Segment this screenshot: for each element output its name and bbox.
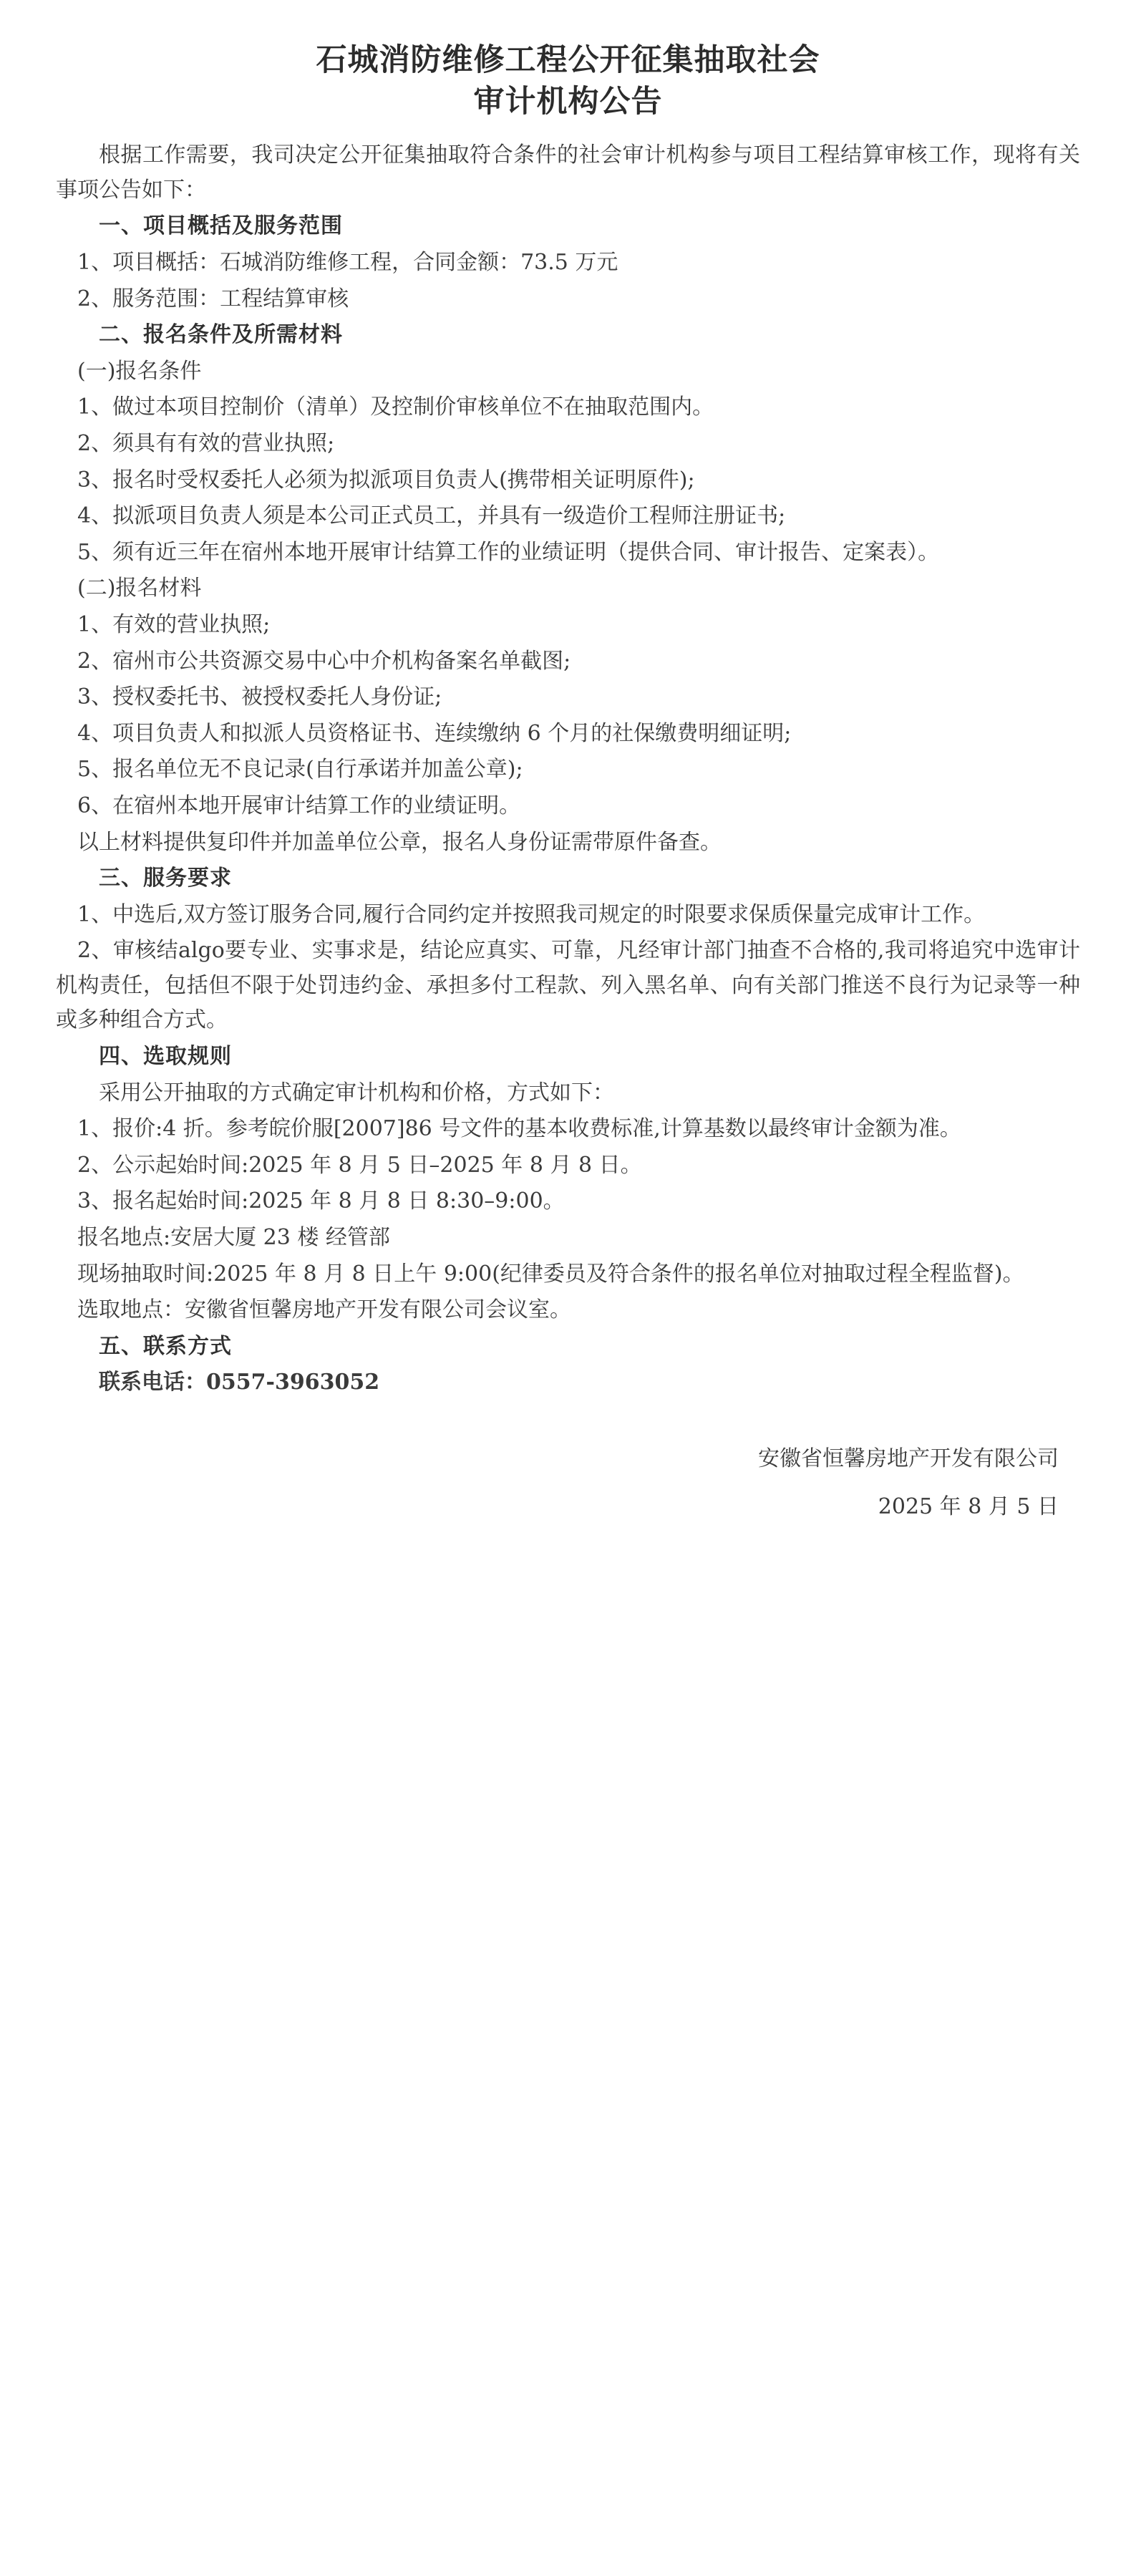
section-4-item-2: 2、公示起始时间:2025 年 8 月 5 日–2025 年 8 月 8 日。 (77, 1152, 642, 1178)
section-heading-3: 三、服务要求 (99, 866, 232, 891)
section-1-item-2: 2、服务范围：工程结算审核 (77, 286, 349, 311)
contact-phone: 联系电话：0557-3963052 (99, 1370, 380, 1395)
section-2-material-5: 5、报名单位无不良记录(自行承诺并加盖公章); (77, 757, 523, 783)
section-4-extra-2: 现场抽取时间:2025 年 8 月 8 日上午 9:00(纪律委员及符合条件的报名单位对抽取过程全程监督)。 (77, 1261, 1024, 1287)
section-heading-2: 二、报名条件及所需材料 (99, 322, 343, 348)
section-2-material-3: 3、授权委托书、被授权委托人身份证; (77, 684, 442, 710)
section-heading-1: 一、项目概括及服务范围 (99, 213, 343, 239)
section-2-material-2: 2、宿州市公共资源交易中心中介机构备案名单截图; (77, 648, 571, 674)
section-4-extra-1: 报名地点:安居大厦 23 楼 经管部 (77, 1225, 390, 1251)
page-title (56, 40, 1080, 122)
section-2-subheading-2: (二)报名材料 (77, 576, 202, 601)
section-4-extra-3: 选取地点：安徽省恒馨房地产开发有限公司会议室。 (77, 1297, 571, 1323)
page-title-line-1: 石城消防维修工程公开征集抽取社会 (316, 42, 820, 78)
section-2-material-6: 6、在宿州本地开展审计结算工作的业绩证明。 (77, 793, 521, 818)
page-title-line-2: 审计机构公告 (473, 83, 663, 120)
section-2-subheading-1: (一)报名条件 (77, 358, 202, 384)
section-4-lead: 采用公开抽取的方式确定审计机构和价格，方式如下： (99, 1080, 614, 1105)
section-2-material-1: 1、有效的营业执照; (77, 611, 271, 637)
section-1-item-1: 1、项目概括：石城消防维修工程，合同金额：73.5 万元 (77, 250, 618, 275)
section-2-item-5: 5、须有近三年在宿州本地开展审计结算工作的业绩证明（提供合同、审计报告、定案表）。 (77, 539, 940, 565)
signature-block (56, 1442, 1080, 1524)
section-2-item-2: 2、须具有有效的营业执照; (77, 430, 335, 456)
section-4-item-1: 1、报价:4 折。参考皖价服[2007]86 号文件的基本收费标准,计算基数以最终审计金额为准。 (77, 1116, 961, 1142)
section-2-item-4: 4、拟派项目负责人须是本公司正式员工，并具有一级造价工程师注册证书; (77, 503, 786, 529)
signature-company: 安徽省恒馨房地产开发有限公司 (758, 1446, 1059, 1471)
section-heading-4: 四、选取规则 (99, 1044, 232, 1070)
intro-paragraph: 根据工作需要，我司决定公开征集抽取符合条件的社会审计机构参与项目工程结算审核工作，现将有关事项公告如下： (56, 142, 1080, 203)
section-3-item-2: 2、审核结algo要专业、实事求是，结论应真实、可靠，凡经审计部门抽查不合格的,我司将追究中选审计机构责任，包括但不限于处罚违约金、承担多付工程款、列入黑名单、向有关部门推送不良行为记录等一种或多种组合方式。 (56, 938, 1080, 1033)
section-2-note: 以上材料提供复印件并加盖单位公章，报名人身份证需带原件备查。 (77, 829, 722, 855)
section-2-material-4: 4、项目负责人和拟派人员资格证书、连续缴纳 6 个月的社保缴费明细证明; (77, 720, 792, 746)
section-2-item-1: 1、做过本项目控制价（清单）及控制价审核单位不在抽取范围内。 (77, 394, 714, 420)
signature-date: 2025 年 8 月 5 日 (878, 1493, 1059, 1519)
section-4-item-3: 3、报名起始时间:2025 年 8 月 8 日 8:30–9:00。 (77, 1188, 565, 1214)
section-heading-5: 五、联系方式 (99, 1333, 232, 1359)
section-2-item-3: 3、报名时受权委托人必须为拟派项目负责人(携带相关证明原件); (77, 467, 695, 493)
section-3-item-1: 1、中选后,双方签订服务合同,履行合同约定并按照我司规定的时限要求保质保量完成审计工作。 (77, 901, 986, 927)
